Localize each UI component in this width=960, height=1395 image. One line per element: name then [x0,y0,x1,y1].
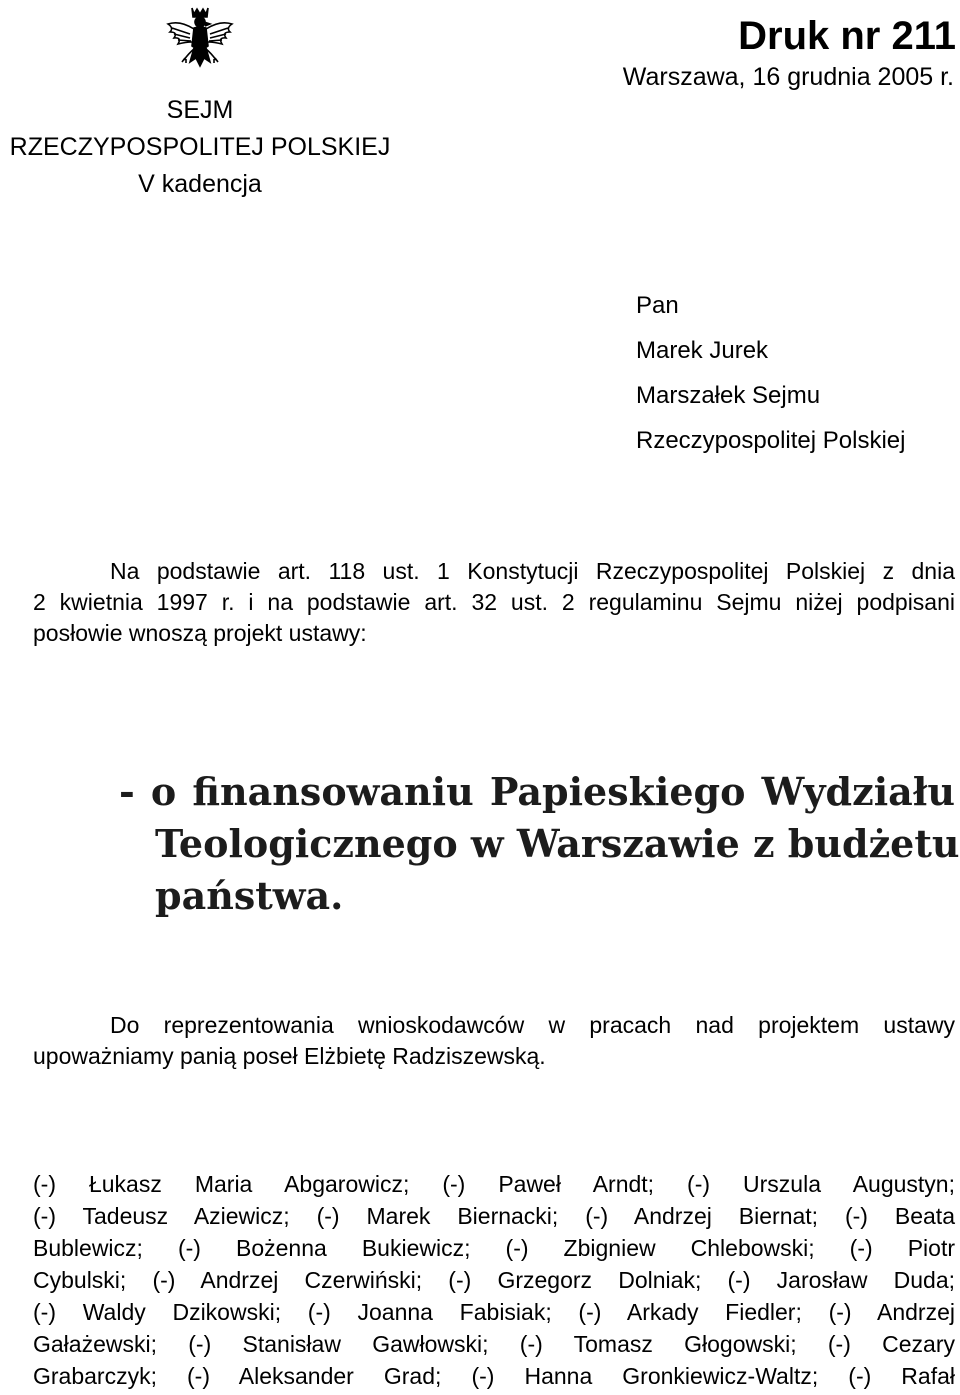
signers-line: Cybulski; (-) Andrzej Czerwiński; (-) Grzegorz Dolniak; (-) Jarosław Duda; [33,1267,955,1293]
intro-paragraph [33,556,955,649]
text-line: 2 kwietnia 1997 r. i na podstawie art. 32 ust. 2 regulaminu Sejmu niżej podpisani [33,589,955,615]
signers-line: (-) Waldy Dzikowski; (-) Joanna Fabisiak; (-) Arkady Fiedler; (-) Andrzej [33,1299,955,1325]
title-line: Teologicznego w Warszawie z budżetu [155,821,960,866]
title-line: - o finansowaniu Papieskiego Wydziału [119,769,955,814]
addressee-line: Rzeczypospolitej Polskiej [636,427,906,454]
signers-list [33,1168,955,1392]
polish-eagle-emblem-icon [160,2,240,82]
text-line: Do reprezentowania wnioskodawców w pracach nad projektem ustawy [110,1012,955,1038]
addressee-line: Marek Jurek [636,337,769,364]
chamber-line: V kadencja [138,170,262,198]
signers-line: (-) Tadeusz Aziewicz; (-) Marek Biernacki; (-) Andrzej Biernat; (-) Beata [33,1203,955,1229]
addressee-line: Pan [636,292,679,319]
signers-line: Gałażewski; (-) Stanisław Gawłowski; (-) Tomasz Głogowski; (-) Cezary [33,1331,955,1357]
text-line: posłowie wnoszą projekt ustawy: [33,620,367,646]
chamber-line: SEJM [166,96,234,124]
text-line: Na podstawie art. 118 ust. 1 Konstytucji Rzeczypospolitej Polskiej z dnia [110,558,955,584]
signers-line: Grabarczyk; (-) Aleksander Grad; (-) Hanna Gronkiewicz-Waltz; (-) Rafał [33,1363,955,1389]
addressee-line: Marszałek Sejmu [636,382,821,409]
mandate-paragraph [33,1010,955,1072]
chamber-line: RZECZYPOSPOLITEJ POLSKIEJ [9,133,391,161]
place-date: Warszawa, 16 grudnia 2005 r. [622,63,954,91]
chamber-heading [0,92,400,203]
signers-line: (-) Łukasz Maria Abgarowicz; (-) Paweł Arndt; (-) Urszula Augustyn; [33,1171,955,1197]
addressee-block [636,283,905,463]
text-line: upoważniamy panią poseł Elżbietę Radziszewską. [33,1043,546,1069]
title-line: państwa. [155,873,344,918]
signers-line: Bublewicz; (-) Bożenna Bukiewicz; (-) Zbigniew Chlebowski; (-) Piotr [33,1235,955,1261]
bill-title [119,766,960,922]
print-number: Druk nr 211 [738,14,956,58]
